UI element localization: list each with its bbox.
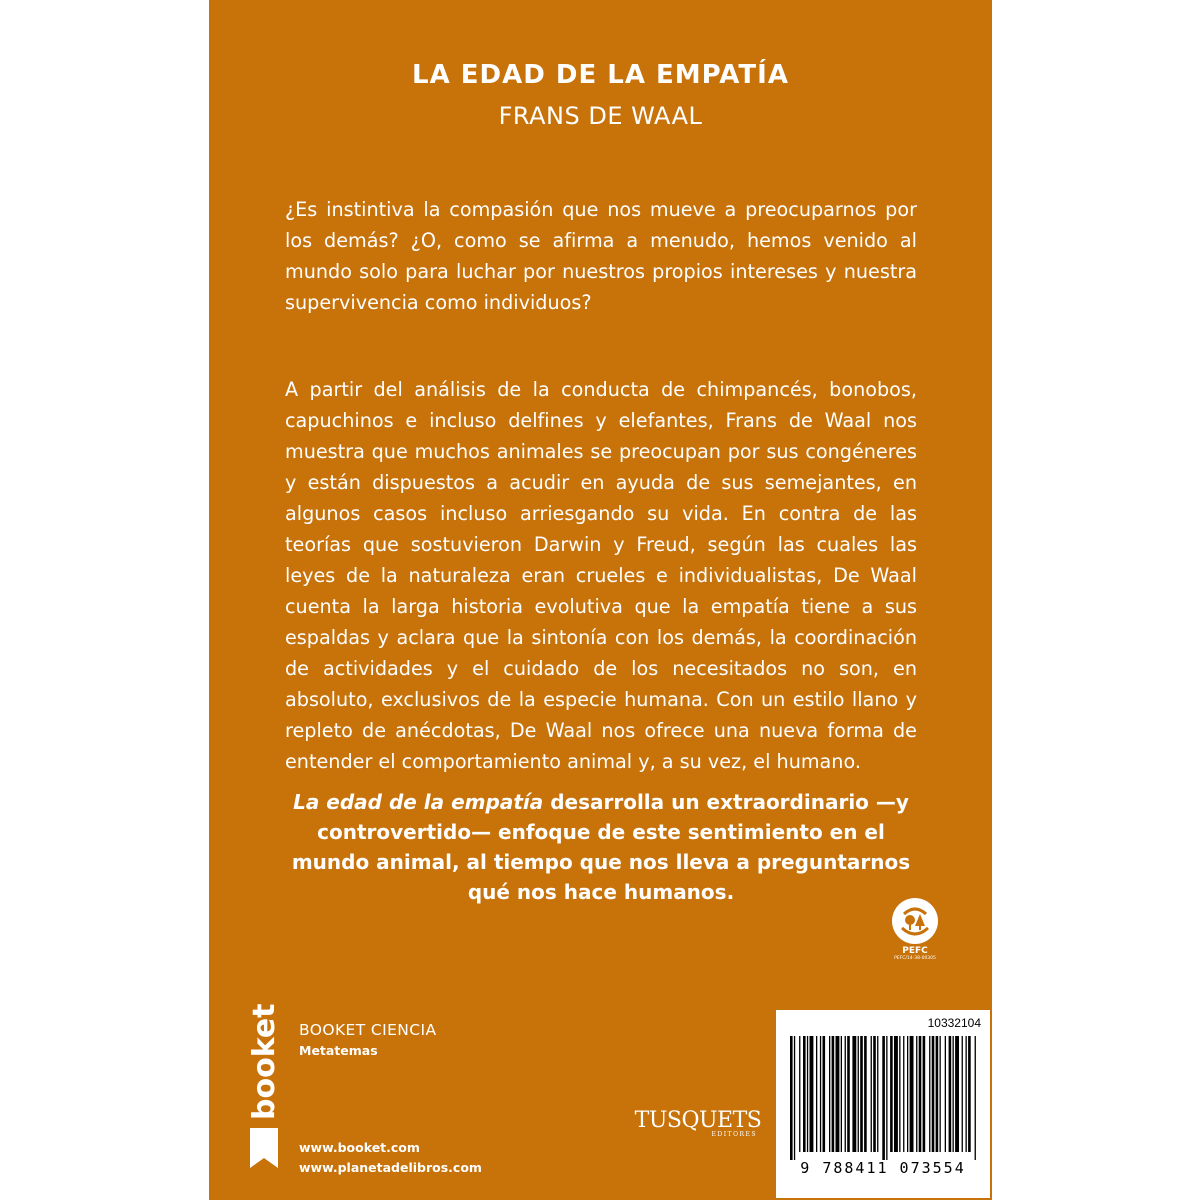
isbn-digits: 9 788411 073554 [800,1159,966,1177]
barcode-bar [945,1036,946,1152]
barcode-bar [907,1036,908,1152]
barcode-bar [864,1036,867,1152]
back-cover [209,0,992,1200]
barcode-bar [923,1036,926,1152]
pefc-label: PEFC [902,946,928,956]
barcode-bar [916,1036,917,1152]
barcode-bar [860,1036,863,1152]
barcode-bar [903,1036,904,1152]
pefc-tree-icon [892,898,938,944]
barcode-bar [940,1036,941,1152]
pefc-certification [886,898,944,972]
barcode-bar [829,1036,830,1152]
barcode-bar [794,1036,795,1160]
barcode-bar [803,1036,806,1152]
barcode-bar [882,1036,885,1160]
barcode-bar [847,1036,850,1152]
booket-url[interactable]: www.booket.com [299,1140,420,1155]
barcode-bar [832,1036,835,1152]
barcode-bar [807,1036,808,1152]
planetadelibros-url[interactable]: www.planetadelibros.com [299,1160,482,1175]
barcode-bar [820,1036,821,1152]
collection-info [299,1021,437,1058]
barcode-bar [966,1036,967,1152]
barcode-bar [877,1036,878,1152]
barcode-bar [810,1036,814,1152]
tusquets-sub: EDITORES [711,1131,757,1138]
barcode-bar [790,1036,793,1160]
barcode-bars [786,1036,980,1160]
barcode-bar [886,1036,887,1160]
barcode-bar [858,1036,859,1152]
barcode-bar [836,1036,840,1152]
booket-logo [246,1000,284,1170]
barcode-bar [873,1036,876,1152]
barcode-bar [871,1036,872,1152]
publisher-urls [299,1138,482,1178]
barcode-bar [955,1036,959,1152]
barcode-bar [968,1036,971,1152]
barcode-bar [852,1036,856,1152]
book-title: LA EDAD DE LA EMPATÍA [412,60,789,90]
barcode-bar [932,1036,935,1152]
barcode-bar [841,1036,842,1152]
barcode-bar [919,1036,922,1152]
barcode-bar [975,1036,976,1160]
barcode-bar [953,1036,954,1152]
barcode-bar [899,1036,900,1152]
blurb-title-italic: La edad de la empatía [293,790,544,814]
pefc-code: PEFC/14-38-00305 [894,956,936,961]
tusquets-logo [633,1108,763,1138]
barcode-bar [910,1036,914,1152]
barcode-bar [823,1036,826,1152]
synopsis-paragraph-1: ¿Es instintiva la compasión que nos mueve a preocuparnos por los demás? ¿O, como se afirma a menudo, hemos venido al mundo solo para luchar por nuestros propios intereses y nuestra supervivencia como individuos? [285,198,917,314]
barcode-box [776,1010,990,1198]
blurb-text: desarrolla un extraordinario —y controvertido— enfoque de este sentimiento en el mundo animal, al tiempo que nos lleva a preguntarnos qué nos hace humanos. [291,790,911,904]
barcode-bar [894,1036,898,1152]
book-author: FRANS DE WAAL [498,102,703,130]
barcode-ref-number: 10332104 [927,1016,981,1030]
barcode-bar [936,1036,939,1152]
barcode-bar [949,1036,952,1152]
barcode-bar [816,1036,817,1152]
collection-name: BOOKET CIENCIA [299,1021,437,1039]
synopsis-paragraph-2: A partir del análisis de la conducta de chimpancés, bonobos, capuchinos e incluso delfines y elefantes, Frans de Waal nos muestra que muchos animales se preocupan por sus congéneres y están dispuestos a acudir en ayuda de sus semejantes, en algunos casos incluso arriesgando su vida. En contra de las teorías que sostuvieron Darwin y Freud, según las cuales las leyes de la naturaleza eran crueles e individualistas, De Waal cuenta la larga historia evolutiva que la empatía tiene a sus espaldas y aclara que la sintonía con los demás, la coordinación de actividades y el cuidado de los necesitados no son, en absoluto, exclusivos de la especie humana. Con un estilo llano y repleto de anécdotas, De Waal nos ofrece una nueva forma de entender el comportamiento animal y, a su vez, el humano. [285,378,917,773]
collection-subseries: Metatemas [299,1043,378,1058]
barcode-bar [799,1036,800,1152]
barcode-bar [890,1036,893,1152]
barcode-bar [929,1036,930,1152]
tusquets-name: TUSQUETS [634,1108,762,1133]
svg-text:booket: booket [247,1003,282,1120]
barcode-bar [845,1036,846,1152]
barcode-bar [962,1036,963,1152]
blurb-quote [285,787,917,907]
